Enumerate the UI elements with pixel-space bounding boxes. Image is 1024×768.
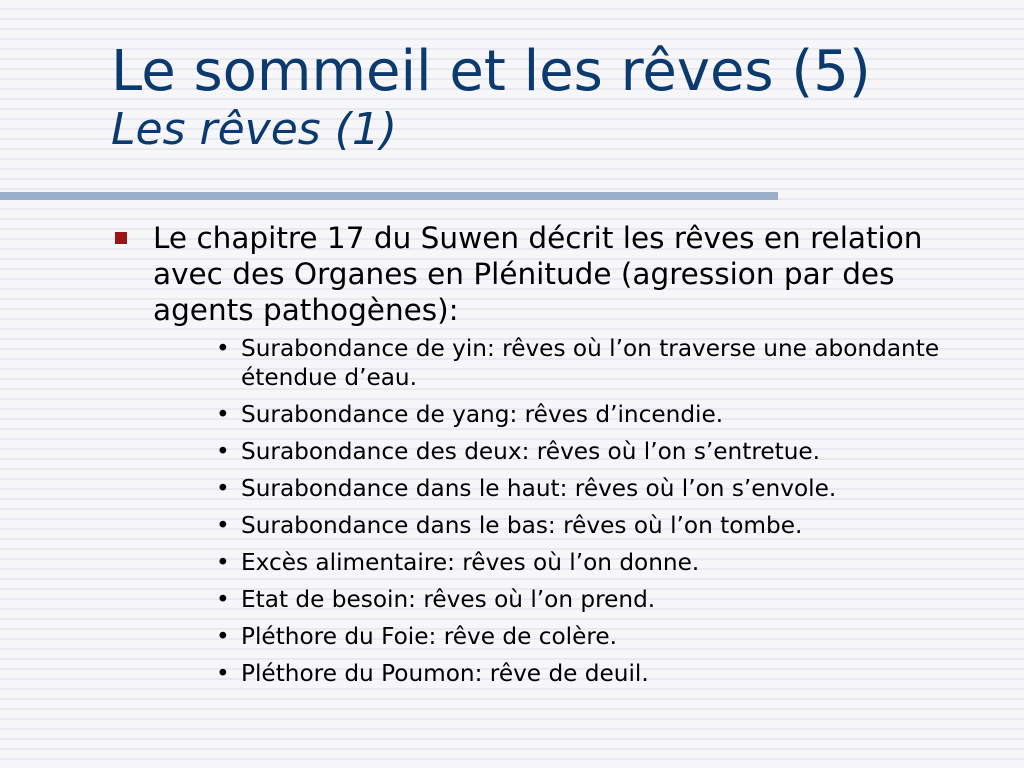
- list-item-text: Surabondance dans le haut: rêves où l’on s’envole.: [241, 475, 837, 502]
- list-item: [216, 511, 992, 540]
- list-item: [216, 622, 992, 651]
- list-item: [216, 474, 992, 503]
- slide-title-block: [111, 39, 991, 155]
- list-item: [216, 400, 992, 429]
- dot-bullet-icon: •: [216, 549, 230, 576]
- list-item: [216, 334, 992, 392]
- list-item: [216, 585, 992, 614]
- list-item-text: Surabondance dans le bas: rêves où l’on tombe.: [241, 512, 803, 539]
- list-item: [216, 659, 992, 688]
- dot-bullet-icon: •: [216, 438, 230, 465]
- list-item-text: Etat de besoin: rêves où l’on prend.: [241, 586, 656, 613]
- list-item: [216, 548, 992, 577]
- dot-bullet-icon: •: [216, 660, 230, 687]
- list-item-text: Pléthore du Foie: rêve de colère.: [241, 623, 618, 650]
- dot-bullet-icon: •: [216, 623, 230, 650]
- sub-bullet-list: [112, 334, 992, 688]
- list-item-text: Surabondance de yin: rêves où l’on traverse une abondante étendue d’eau.: [241, 335, 940, 391]
- main-bullet: [112, 220, 992, 328]
- dot-bullet-icon: •: [216, 401, 230, 428]
- dot-bullet-icon: •: [216, 335, 230, 362]
- slide-title: Le sommeil et les rêves (5): [111, 39, 871, 104]
- dot-bullet-icon: •: [216, 512, 230, 539]
- square-bullet-icon: [115, 232, 127, 244]
- slide-content: [112, 220, 992, 696]
- dot-bullet-icon: •: [216, 475, 230, 502]
- list-item-text: Surabondance de yang: rêves d’incendie.: [241, 401, 724, 428]
- list-item: [216, 437, 992, 466]
- dot-bullet-icon: •: [216, 586, 230, 613]
- slide-subtitle: Les rêves (1): [111, 104, 397, 155]
- list-item-text: Pléthore du Poumon: rêve de deuil.: [241, 660, 649, 687]
- title-divider: [0, 192, 778, 200]
- main-bullet-text: Le chapitre 17 du Suwen décrit les rêves en relation avec des Organes en Plénitude (agression par des agents pathogènes):: [153, 221, 923, 327]
- list-item-text: Surabondance des deux: rêves où l’on s’entretue.: [241, 438, 821, 465]
- list-item-text: Excès alimentaire: rêves où l’on donne.: [241, 549, 700, 576]
